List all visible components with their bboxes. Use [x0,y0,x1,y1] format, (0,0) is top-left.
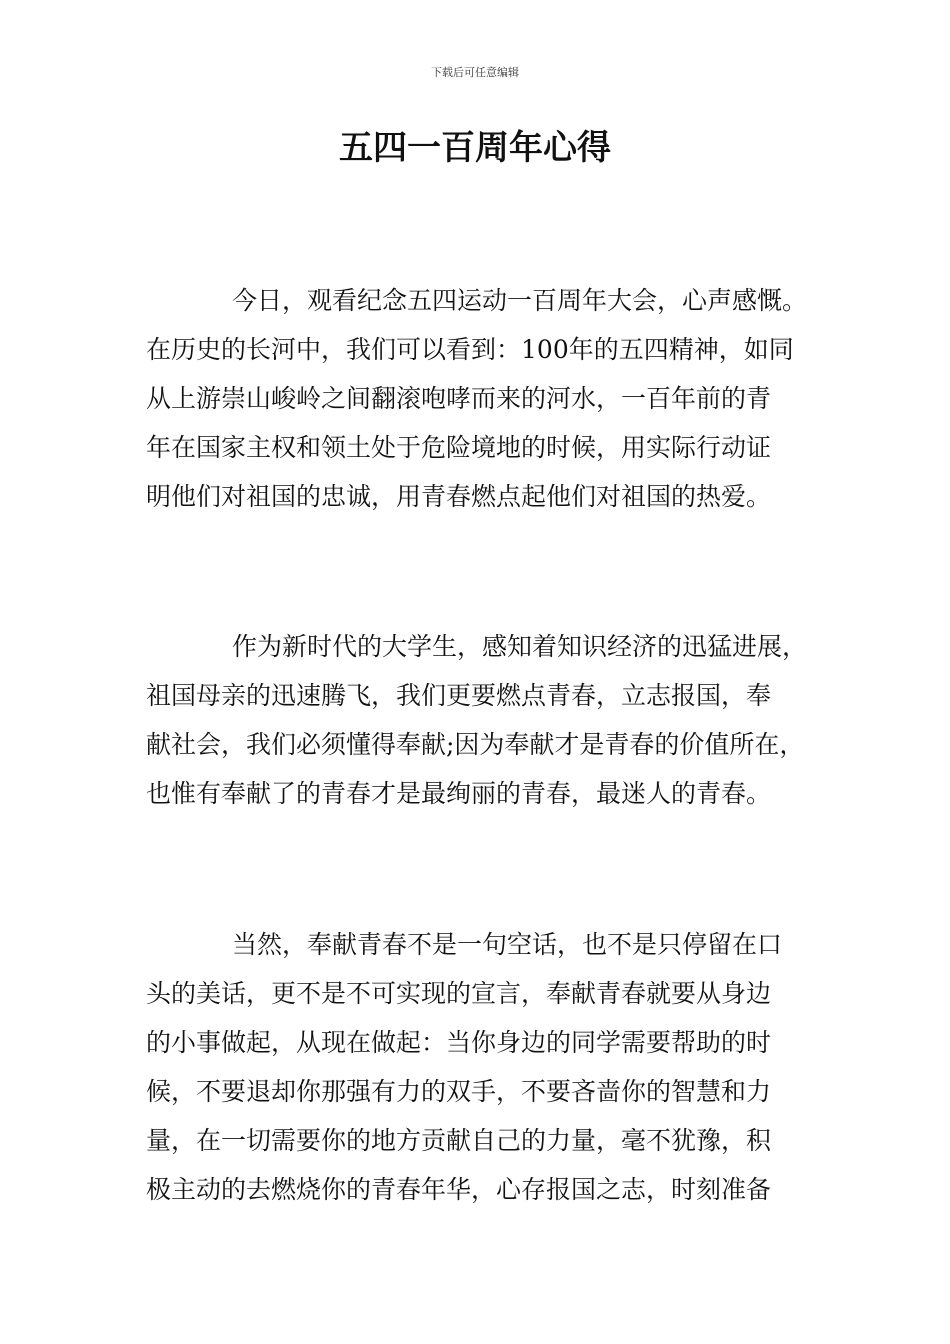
paragraph-line: 年在国家主权和领土处于危险境地的时候，用实际行动证 [146,433,772,462]
paragraph-line: 也惟有奉献了的青春才是最绚丽的青春，最迷人的青春。 [146,779,772,808]
paragraph-line: 候，不要退却你那强有力的双手，不要吝啬你的智慧和力 [146,1077,772,1106]
header-note: 下载后可任意编辑 [431,66,519,79]
paragraph-line: 作为新时代的大学生，感知着知识经济的迅猛进展， [232,632,808,661]
paragraph-1 [146,276,818,521]
paragraph-line: 今日，观看纪念五四运动一百周年大会，心声感慨。 [232,286,808,315]
paragraph-line: 的小事做起，从现在做起：当你身边的同学需要帮助的时 [146,1028,772,1057]
paragraph-line: 献社会，我们必须懂得奉献;因为奉献才是青春的价值所在， [146,730,805,759]
paragraph-line: 量，在一切需要你的地方贡献自己的力量，毫不犹豫，积 [146,1126,772,1155]
paragraph-line: 头的美话，更不是不可实现的宣言，奉献青春就要从身边 [146,979,772,1008]
paragraph-line: 祖国母亲的迅速腾飞，我们更要燃点青春，立志报国，奉 [146,681,772,710]
document-title: 五四一百周年心得 [339,128,611,168]
paragraph-line: 极主动的去燃烧你的青春年华，心存报国之志，时刻准备 [146,1175,772,1204]
paragraph-line: 从上游崇山峻岭之间翻滚咆哮而来的河水，一百年前的青 [146,384,772,413]
paragraph-line: 在历史的长河中，我们可以看到：100年的五四精神，如同 [146,335,794,364]
paragraph-3 [146,920,818,1214]
paragraph-line: 明他们对祖国的忠诚，用青春燃点起他们对祖国的热爱。 [146,482,772,511]
paragraph-line: 当然，奉献青春不是一句空话，也不是只停留在口 [232,930,783,959]
paragraph-2 [146,622,818,818]
